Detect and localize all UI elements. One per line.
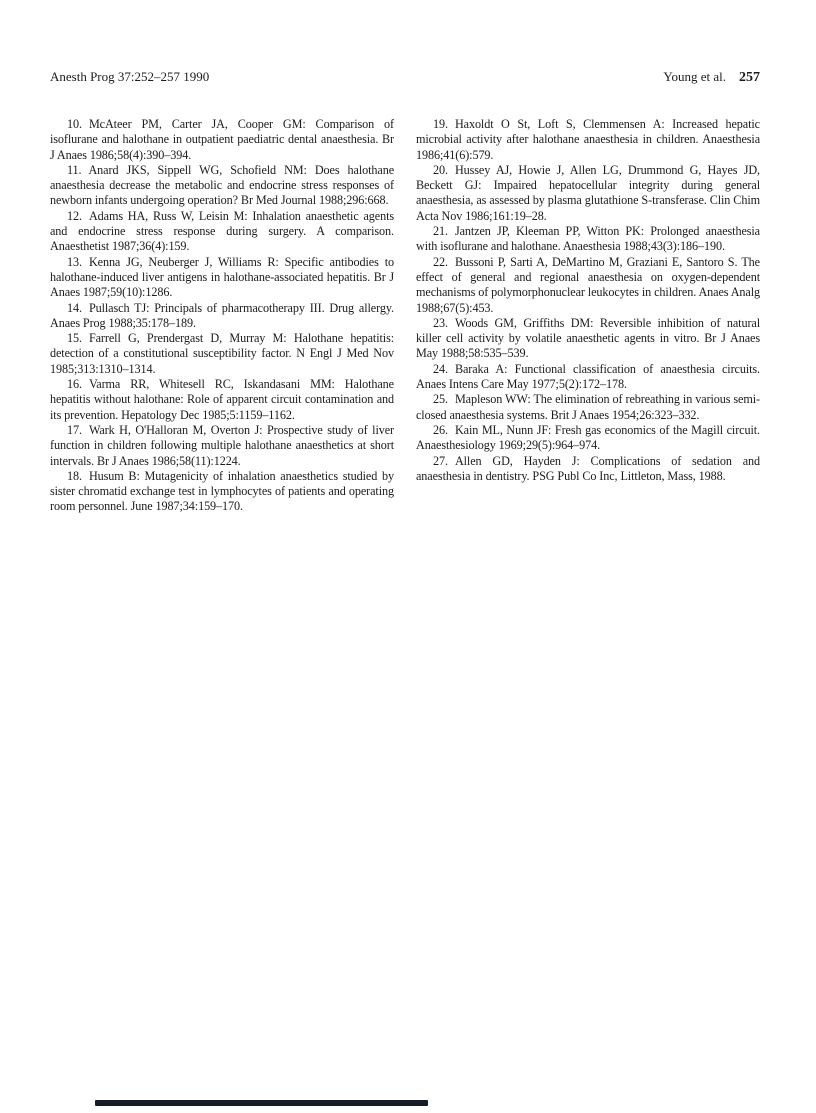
reference-number: 21.: [433, 224, 448, 239]
scan-artifact-bar: [95, 1100, 428, 1106]
reference-number: 23.: [433, 315, 448, 330]
reference-number: 26.: [433, 422, 448, 437]
reference-text: Husum B: Mutagenicity of inhalation anaesthetics studied by sister chromatid exchange test in lymphocytes of patients and operating room personnel. June 1987;34:159–170.: [50, 468, 394, 514]
reference-text: Wark H, O'Halloran M, Overton J: Prospective study of liver function in children following multiple halothane anaesthetics at short intervals. Br J Anaes 1986;58(11):1224.: [50, 422, 394, 468]
reference-14: [50, 301, 394, 332]
reference-text: Allen GD, Hayden J: Complications of sedation and anaesthesia in dentistry. PSG Publ Co Inc, Littleton, Mass, 1988.: [416, 453, 760, 483]
reference-11: [50, 163, 394, 209]
reference-27: [416, 454, 760, 485]
page-number: 257: [739, 70, 760, 85]
reference-text: Baraka A: Functional classification of anaesthesia circuits. Anaes Intens Care May 1977;5(2):172–178.: [416, 361, 760, 392]
reference-22: [416, 255, 760, 316]
running-head: [663, 69, 760, 86]
reference-text: Jantzen JP, Kleeman PP, Witton PK: Prolonged anaesthesia with isoflurane and halothane. Anaesthesia 1988;43(3):186–190.: [416, 224, 760, 254]
reference-text: Kain ML, Nunn JF: Fresh gas economics of the Magill circuit. Anaesthesiology 1969;29(5):964–974.: [416, 422, 760, 453]
reference-number: 16.: [67, 377, 82, 392]
reference-24: [416, 362, 760, 393]
reference-number: 17.: [67, 422, 82, 437]
references-left-column: [50, 117, 394, 515]
reference-text: Kenna JG, Neuberger J, Williams R: Specific antibodies to halothane-induced liver antigens in halothane-associated hepatitis. Br J Anaes 1987;59(10):1286.: [50, 254, 394, 300]
reference-19: [416, 117, 760, 163]
reference-17: [50, 423, 394, 469]
reference-number: 22.: [433, 254, 448, 269]
reference-number: 10.: [67, 117, 82, 131]
reference-number: 19.: [433, 117, 448, 131]
reference-text: Farrell G, Prendergast D, Murray M: Halothane hepatitis: detection of a constitutional susceptibility factor. N Engl J Med Nov 1985;313:1310–1314.: [50, 331, 394, 376]
reference-text: Haxoldt O St, Loft S, Clemmensen A: Increased hepatic microbial activity after halothane anaesthesia in children. Anaesthesia 1986;41(6):579.: [416, 117, 760, 162]
reference-text: Anard JKS, Sippell WG, Schofield NM: Does halothane anaesthesia decrease the metabolic and endocrine stress responses of newborn infants undergoing operation? Br Med Journal 1988;296:668.: [50, 162, 394, 208]
reference-number: 18.: [67, 468, 82, 483]
reference-18: [50, 469, 394, 515]
reference-10: [50, 117, 394, 163]
references-right-column: [416, 117, 760, 515]
references-section: [50, 117, 760, 515]
reference-23: [416, 316, 760, 362]
journal-citation: Anesth Prog 37:252–257 1990: [50, 69, 210, 84]
reference-number: 12.: [67, 208, 82, 223]
page-header: [50, 69, 760, 86]
running-authors: Young et al.: [663, 69, 726, 84]
reference-number: 13.: [67, 254, 82, 269]
reference-number: 27.: [433, 453, 448, 468]
reference-text: Mapleson WW: The elimination of rebreathing in various semi-closed anaesthesia systems. Brit J Anaes 1954;26:323–332.: [416, 392, 760, 422]
reference-16: [50, 377, 394, 423]
reference-text: Varma RR, Whitesell RC, Iskandasani MM: Halothane hepatitis without halothane: Role of apparent circuit contamination and its prevention. Hepatology Dec 1985;5:1159–1162.: [50, 377, 394, 422]
reference-text: Hussey AJ, Howie J, Allen LG, Drummond G, Hayes JD, Beckett GJ: Impaired hepatocellular integrity during general anaesthesia, as assessed by plasma glutathione S-transferase. Clin Chim Acta Nov 1986;161:19–28.: [416, 162, 760, 223]
reference-number: 15.: [67, 331, 82, 346]
reference-number: 24.: [433, 361, 448, 376]
reference-number: 25.: [433, 392, 448, 407]
reference-15: [50, 331, 394, 377]
reference-21: [416, 224, 760, 255]
reference-text: Adams HA, Russ W, Leisin M: Inhalation anaesthetic agents and endocrine stress response during surgery. A comparison. Anaesthetist 1987;36(4):159.: [50, 208, 394, 254]
reference-text: Woods GM, Griffiths DM: Reversible inhibition of natural killer cell activity by volatile anaesthetic agents in vitro. Br J Anaes May 1988;58:535–539.: [416, 315, 760, 361]
reference-text: McAteer PM, Carter JA, Cooper GM: Comparison of isoflurane and halothane in outpatient paediatric dental anaesthesia. Br J Anaes 1986;58(4):390–394.: [50, 117, 394, 162]
reference-text: Pullasch TJ: Principals of pharmacotherapy III. Drug allergy. Anaes Prog 1988;35:178–189.: [50, 300, 394, 330]
reference-25: [416, 392, 760, 423]
reference-text: Bussoni P, Sarti A, DeMartino M, Graziani E, Santoro S. The effect of general and regional anaesthesia on oxygen-dependent mechanisms of polymorphonuclear leukocytes in children. Anaes Analg 1988;67(5):453.: [416, 254, 760, 315]
reference-13: [50, 255, 394, 301]
reference-26: [416, 423, 760, 454]
reference-number: 14.: [67, 300, 82, 315]
reference-number: 11.: [67, 162, 82, 177]
reference-20: [416, 163, 760, 224]
reference-12: [50, 209, 394, 255]
reference-number: 20.: [433, 162, 448, 177]
